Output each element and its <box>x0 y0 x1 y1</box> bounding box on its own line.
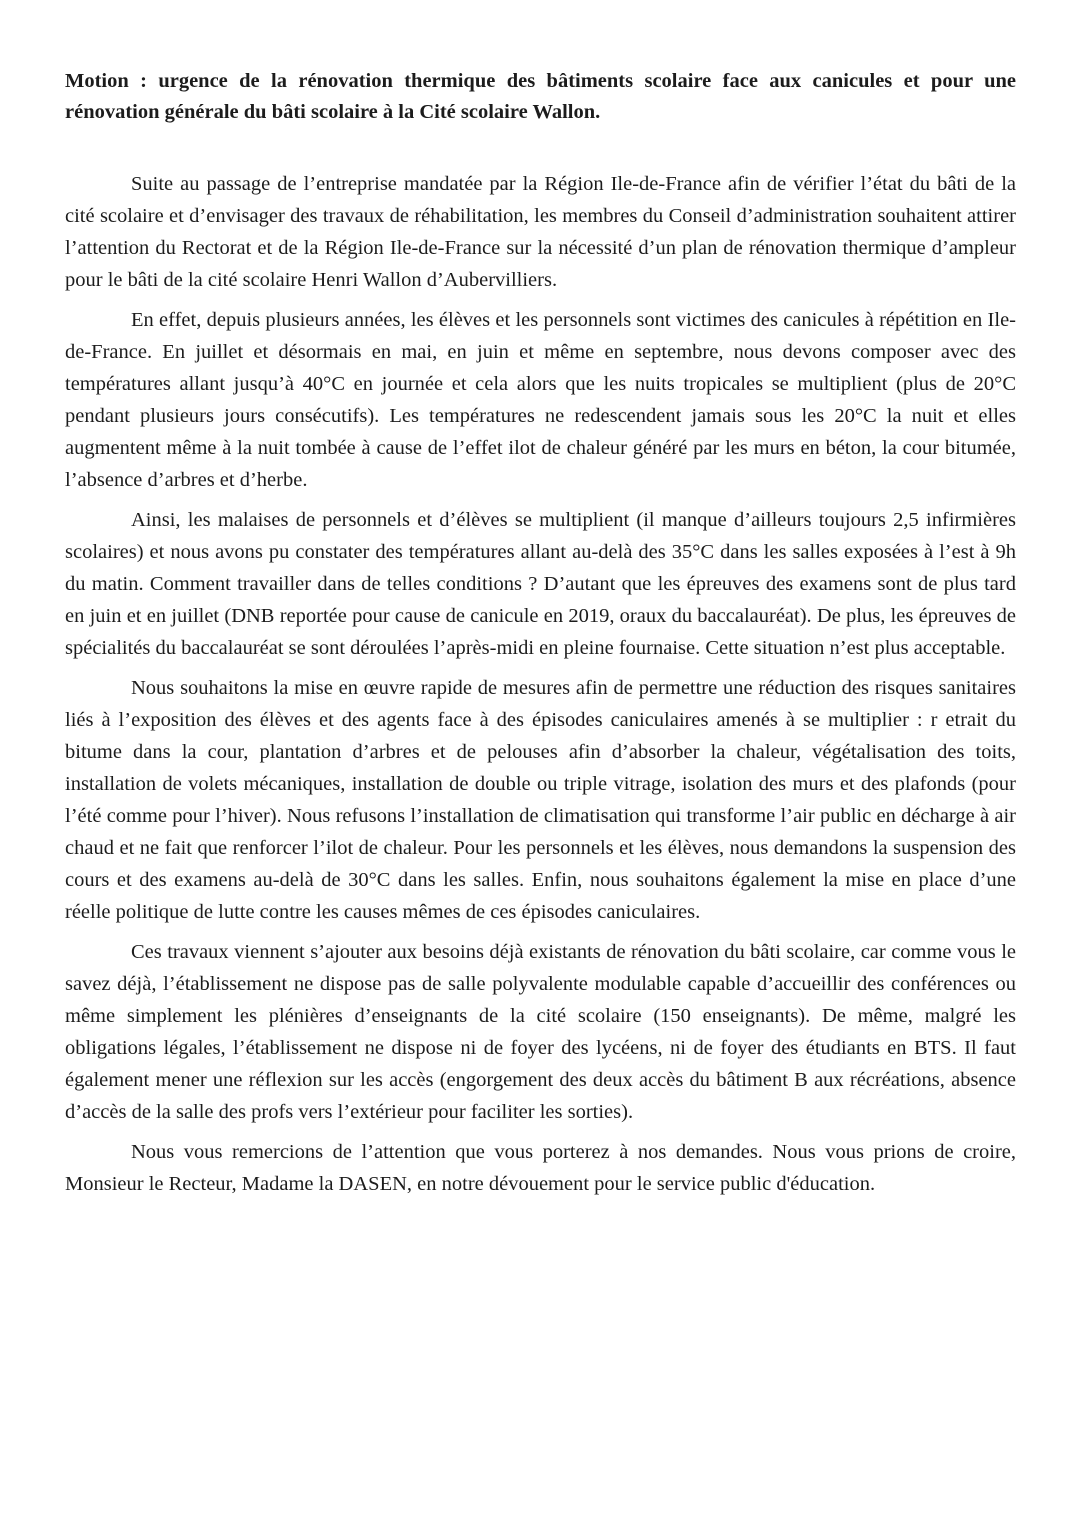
paragraph-intro: Suite au passage de l’entreprise mandatée par la Région Ile-de-France afin de vérifier l’état du bâti de la cité scolaire et d’envisager des travaux de réhabilitation, les membres du Conseil d’administration souhaitent attirer l’attention du Rectorat et de la Région Ile-de-France sur la nécessité d’un plan de rénovation thermique d’ampleur pour le bâti de la cité scolaire Henri Wallon d’Aubervilliers. <box>65 173 1016 291</box>
paragraph-canicules: En effet, depuis plusieurs années, les élèves et les personnels sont victimes des canicules à répétition en Ile-de-France. En juillet et désormais en mai, en juin et même en septembre, nous devons composer avec des températures allant jusqu’à 40°C en journée et cela alors que les nuits tropicales se multiplient (plus de 20°C pendant plusieurs jours consécutifs). Les températures ne redescendent jamais sous les 20°C la nuit et elles augmentent même à la nuit tombée à cause de l’effet ilot de chaleur généré par les murs en béton, la cour bitumée, l’absence d’arbres et d’herbe. <box>65 309 1016 491</box>
document-title: Motion : urgence de la rénovation thermique des bâtiments scolaire face aux canicules et pour une rénovation générale du bâti scolaire à la Cité scolaire Wallon. <box>65 70 1016 123</box>
paragraph-mesures: Nous souhaitons la mise en œuvre rapide de mesures afin de permettre une réduction des risques sanitaires liés à l’exposition des élèves et des agents face à des épisodes caniculaires amenés à se multiplier : r etrait du bitume dans la cour, plantation d’arbres et de pelouses afin d’absorber la chaleur, végétalisation des toits, installation de volets mécaniques, installation de double ou triple vitrage, isolation des murs et des plafonds (pour l’été comme pour l’hiver). Nous refusons l’installation de climatisation qui transforme l’air public en décharge à air chaud et ne fait que renforcer l’ilot de chaleur. Pour les personnels et les élèves, nous demandons la suspension des cours et des examens au-delà de 30°C dans les salles. Enfin, nous souhaitons également la mise en place d’une réelle politique de lutte contre les causes mêmes de ces épisodes caniculaires. <box>65 677 1016 923</box>
paragraph-travaux: Ces travaux viennent s’ajouter aux besoins déjà existants de rénovation du bâti scolaire, car comme vous le savez déjà, l’établissement ne dispose pas de salle polyvalente modulable capable d’accueillir des conférences ou même simplement les plénières d’enseignants de la cité scolaire (150 enseignants). De même, malgré les obligations légales, l’établissement ne dispose ni de foyer des lycéens, ni de foyer des étudiants en BTS. Il faut également mener une réflexion sur les accès (engorgement des deux accès du bâtiment B aux récréations, absence d’accès de la salle des profs vers l’extérieur pour faciliter les sorties). <box>65 941 1016 1123</box>
paragraph-remerciements: Nous vous remercions de l’attention que vous porterez à nos demandes. Nous vous prions de croire, Monsieur le Recteur, Madame la DASEN, en notre dévouement pour le service public d'éducation. <box>65 1141 1016 1195</box>
paragraph-malaises: Ainsi, les malaises de personnels et d’élèves se multiplient (il manque d’ailleurs toujours 2,5 infirmières scolaires) et nous avons pu constater des températures allant au-delà des 35°C dans les salles exposées à l’est à 9h du matin. Comment travailler dans de telles conditions ? D’autant que les épreuves des examens sont de plus tard en juin et en juillet (DNB reportée pour cause de canicule en 2019, oraux du baccalauréat). De plus, les épreuves de spécialités du baccalauréat se sont déroulées l’après-midi en pleine fournaise. Cette situation n’est plus acceptable. <box>65 509 1016 659</box>
